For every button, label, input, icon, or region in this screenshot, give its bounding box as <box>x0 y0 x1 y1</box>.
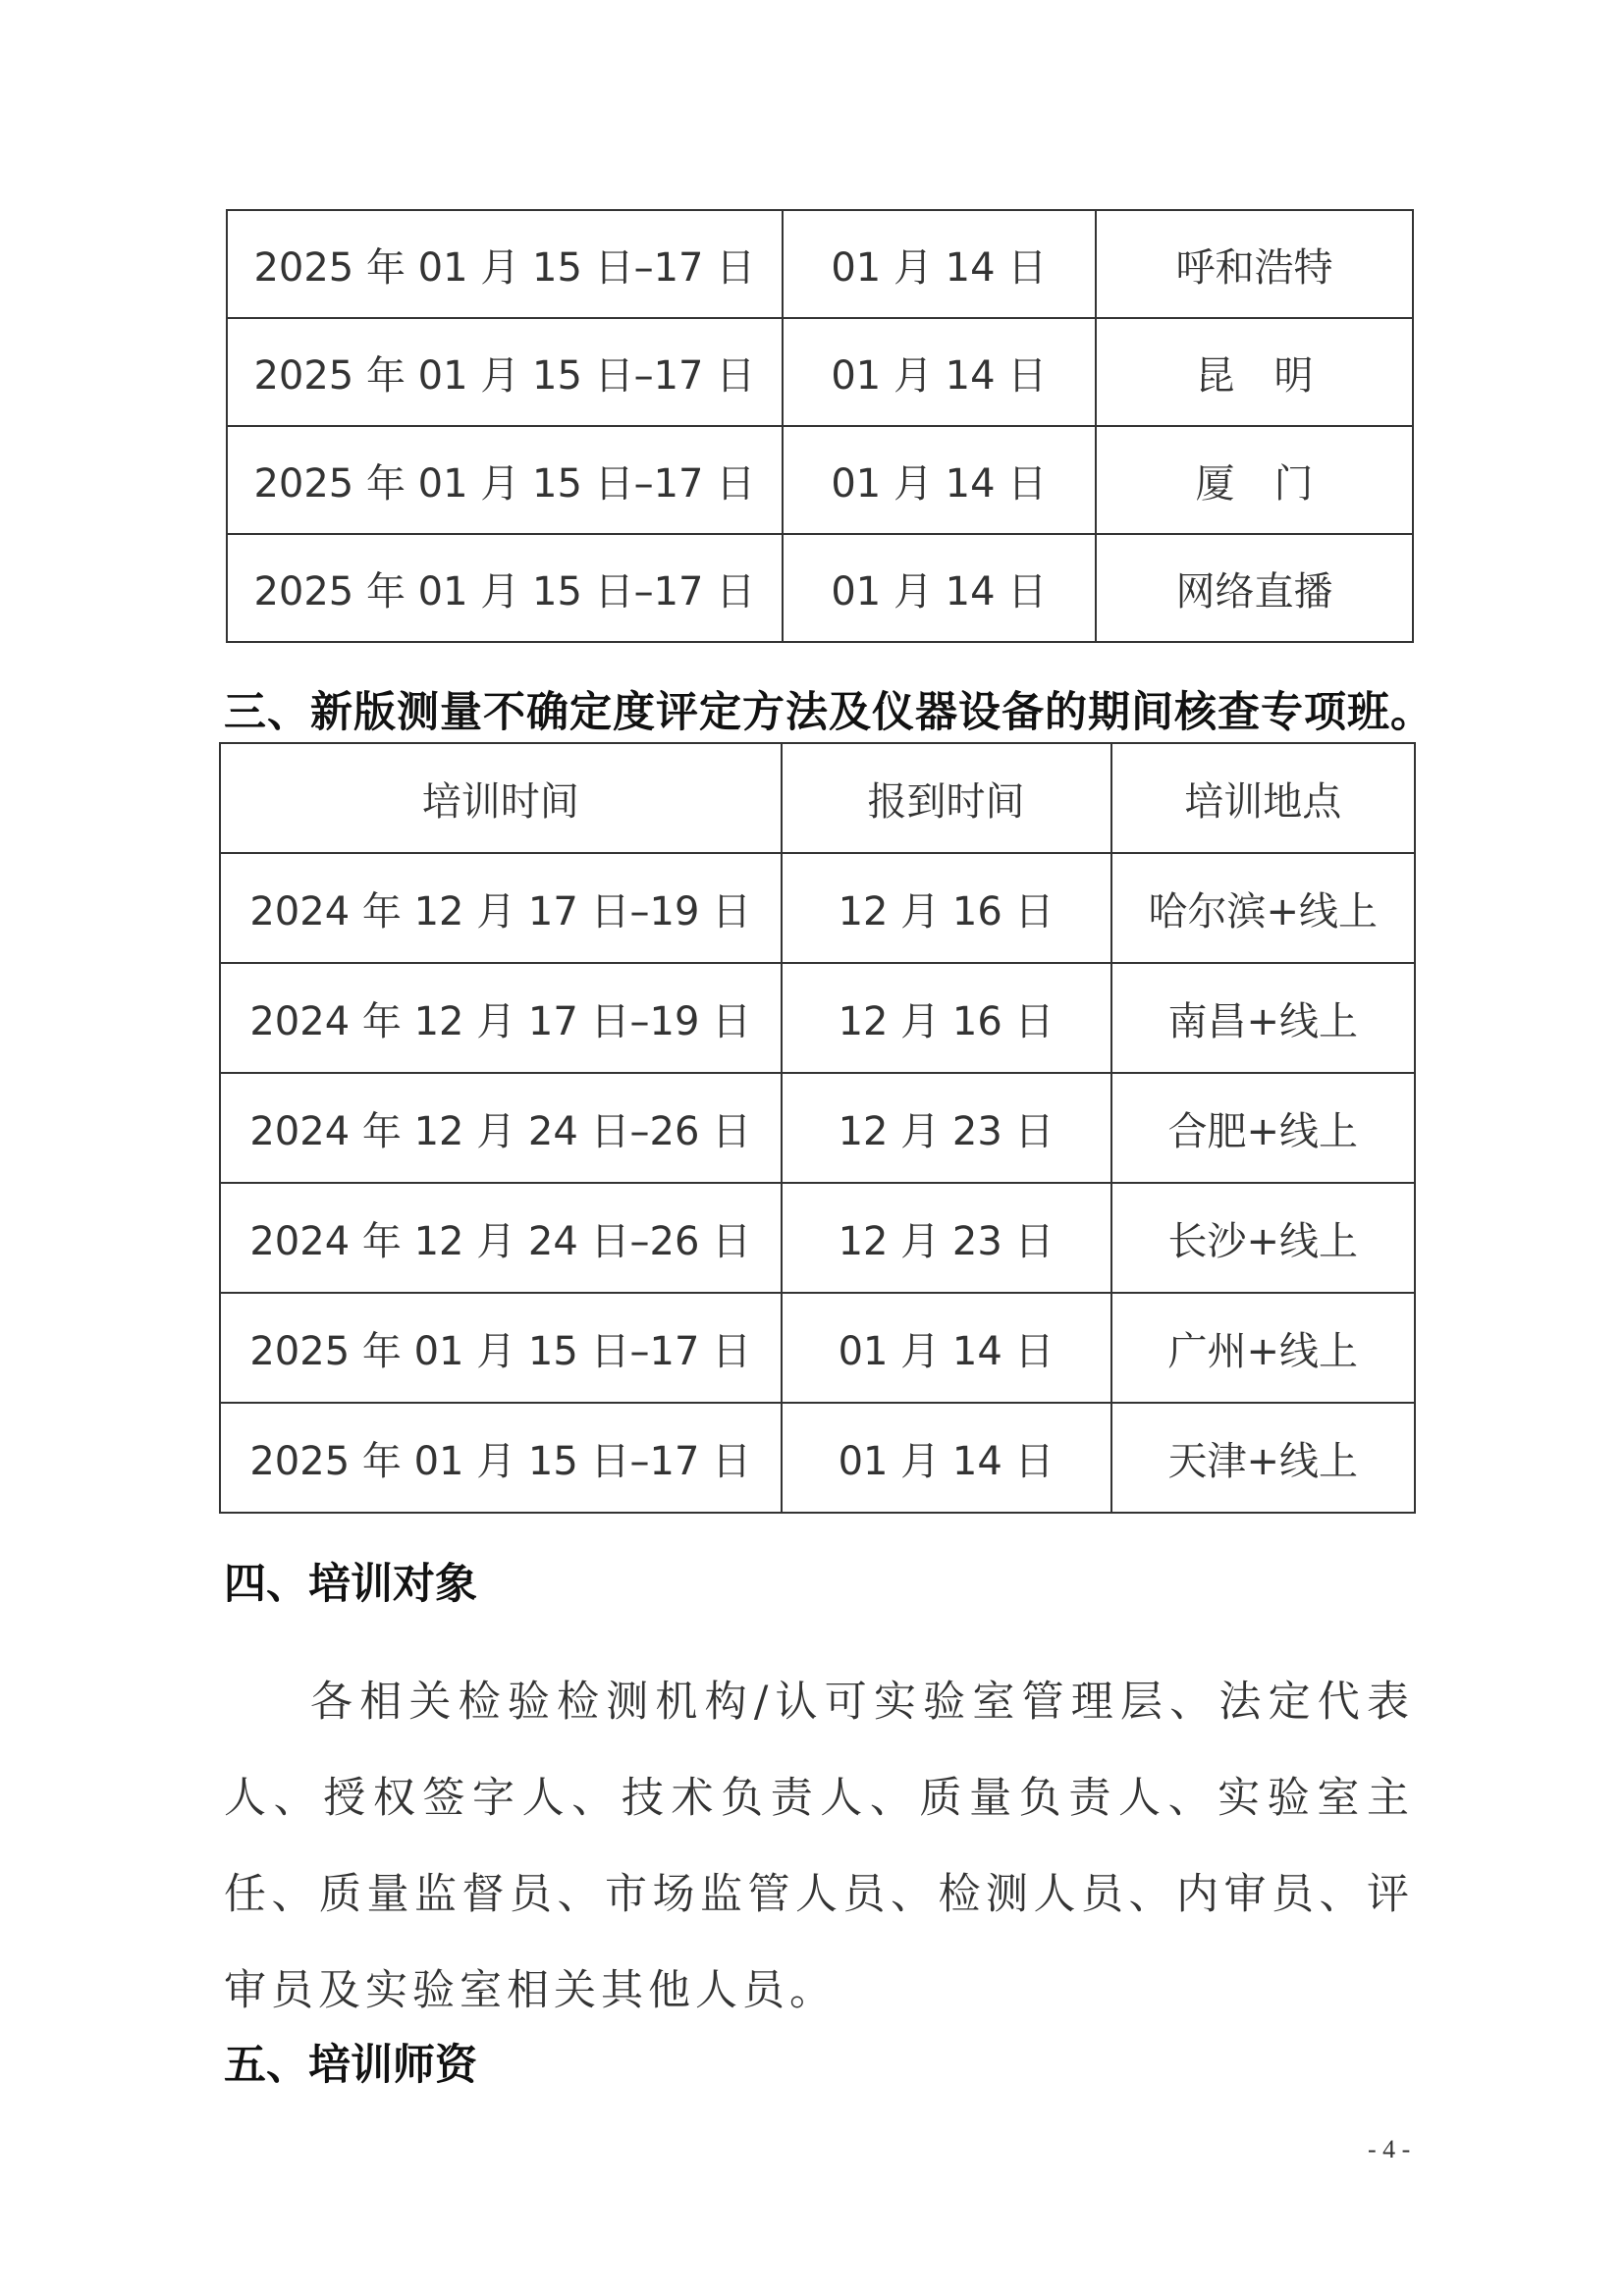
cell-training-location: 厦 门 <box>1096 426 1413 534</box>
cell-check-in-time: 12 月 23 日 <box>782 1183 1111 1293</box>
cell-training-time: 2025 年 01 月 15 日–17 日 <box>220 1293 782 1403</box>
table-row <box>220 1293 1415 1403</box>
table-row <box>220 853 1415 963</box>
cell-check-in-time: 01 月 14 日 <box>782 1403 1111 1513</box>
cell-check-in-time: 01 月 14 日 <box>783 318 1096 426</box>
table-row <box>220 1403 1415 1513</box>
section-3-heading: 三、新版测量不确定度评定方法及仪器设备的期间核查专项班。 <box>224 688 1434 737</box>
table-header-row <box>220 743 1415 853</box>
cell-training-location: 广州+线上 <box>1111 1293 1415 1403</box>
training-target-paragraph: 各相关检验检测机构/认可实验室管理层、法定代表人、授权签字人、技术负责人、质量负责人、实验室主任、质量监督员、市场监管人员、检测人员、内审员、评审员及实验室相关其他人员。 <box>224 1678 1414 2015</box>
uncertainty-course-schedule-table <box>219 742 1416 1514</box>
table-row <box>220 1183 1415 1293</box>
cell-check-in-time: 01 月 14 日 <box>783 534 1096 642</box>
cell-training-location: 天津+线上 <box>1111 1403 1415 1513</box>
table-row <box>227 534 1413 642</box>
page-number: - 4 - <box>1368 2135 1411 2163</box>
cell-training-location: 长沙+线上 <box>1111 1183 1415 1293</box>
table-row <box>227 318 1413 426</box>
cell-training-time: 2024 年 12 月 24 日–26 日 <box>220 1073 782 1183</box>
cell-training-time: 2025 年 01 月 15 日–17 日 <box>227 210 783 318</box>
section-4-heading: 四、培训对象 <box>224 1560 477 1609</box>
cell-training-time: 2025 年 01 月 15 日–17 日 <box>220 1403 782 1513</box>
cell-training-location: 呼和浩特 <box>1096 210 1413 318</box>
cell-check-in-time: 01 月 14 日 <box>783 426 1096 534</box>
cell-training-time: 2024 年 12 月 17 日–19 日 <box>220 853 782 963</box>
table-row <box>227 426 1413 534</box>
cell-check-in-time: 01 月 14 日 <box>782 1293 1111 1403</box>
cell-check-in-time: 12 月 16 日 <box>782 853 1111 963</box>
cell-training-location: 合肥+线上 <box>1111 1073 1415 1183</box>
schedule-table-continued <box>226 209 1414 643</box>
cell-training-location: 哈尔滨+线上 <box>1111 853 1415 963</box>
table-row <box>227 210 1413 318</box>
cell-training-time: 2024 年 12 月 17 日–19 日 <box>220 963 782 1073</box>
table-row <box>220 1073 1415 1183</box>
section-5-heading: 五、培训师资 <box>224 2041 477 2090</box>
cell-check-in-time: 12 月 16 日 <box>782 963 1111 1073</box>
cell-training-time: 2025 年 01 月 15 日–17 日 <box>227 318 783 426</box>
cell-training-location: 南昌+线上 <box>1111 963 1415 1073</box>
header-check-in-time: 报到时间 <box>782 743 1111 853</box>
cell-training-location: 网络直播 <box>1096 534 1413 642</box>
cell-training-time: 2025 年 01 月 15 日–17 日 <box>227 534 783 642</box>
header-training-time: 培训时间 <box>220 743 782 853</box>
header-training-location: 培训地点 <box>1111 743 1415 853</box>
cell-training-location: 昆 明 <box>1096 318 1413 426</box>
cell-check-in-time: 12 月 23 日 <box>782 1073 1111 1183</box>
table-row <box>220 963 1415 1073</box>
cell-training-time: 2025 年 01 月 15 日–17 日 <box>227 426 783 534</box>
cell-check-in-time: 01 月 14 日 <box>783 210 1096 318</box>
cell-training-time: 2024 年 12 月 24 日–26 日 <box>220 1183 782 1293</box>
